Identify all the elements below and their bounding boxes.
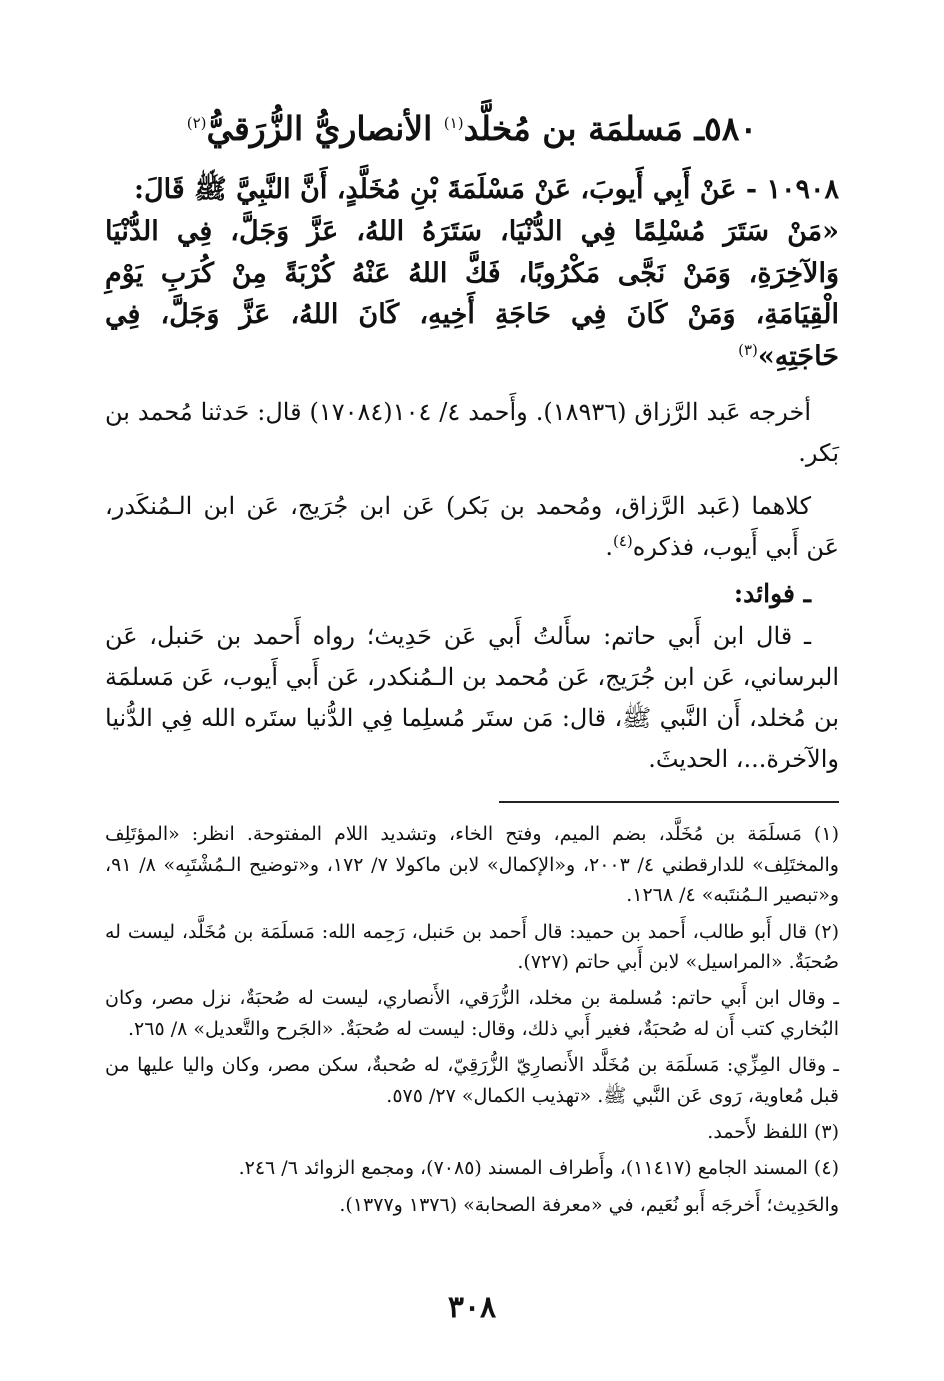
footnote-4-continued: والحَدِيث؛ أَخرجَه أَبو نُعَيم، في «معرفة الصحابة» (١٣٧٦ و١٣٧٧). — [339, 1193, 839, 1216]
footnotes — [105, 819, 839, 1220]
footnote-ref-4: (٤) — [612, 531, 633, 550]
hadith-matn — [105, 211, 839, 378]
footnote-2-continued: ـ وقال ابن أَبي حاتم: مُسلمة بن مخلد، الزُّرَقي، الأَنصاري، ليست له صُحبَةٌ، نزل مصر، وكان البُخاري كتب أَن له صُحبَةٌ، فغير أَبي ذلك، وقال: ليست له صُحبَةٌ. «الجَرح والتَّعديل» ٨/ ٢٦٥. — [105, 987, 839, 1040]
footnote-3: (٣) اللفظ لأَحمد. — [707, 1121, 839, 1143]
page-number: ٣٠٨ — [447, 1290, 497, 1325]
title-main: ٥٨٠ـ مَسلمَة بن مُخلَّد — [463, 109, 758, 148]
footnote-4: (٤) المسند الجامع (١١٤١٧)، وأَطراف المسند (٧٠٨٥)، ومجمع الزوائد ٦/ ٢٤٦. — [238, 1157, 839, 1180]
takhrij-paragraph-1: أخرجه عَبد الرَّزاق (١٨٩٣٦). وأَحمد ٤/ ١٠٤(١٧٠٨٤) قال: حَدثنا مُحمد بن بَكر. — [105, 398, 839, 467]
footnote-separator — [499, 801, 839, 803]
footnote-ref-3: (٣) — [738, 341, 758, 360]
takhrij-text: كلاهما (عَبد الرَّزاق، ومُحمد بن بَكر) عَن ابن جُرَيج، عَن ابن الـمُنكَدر، عَن أَبي أَيوب، فذكره — [105, 491, 839, 561]
hadith-isnad: ١٠٩٠٨ - عَنْ أَبِي أَيوبَ، عَنْ مَسْلَمَةَ بْنِ مُخَلَّدٍ، أَنَّ النَّبِيَّ ﷺ قَالَ: — [133, 173, 839, 205]
footnote-ref-2: (٢) — [186, 114, 207, 132]
footnote-ref-1: (١) — [443, 114, 464, 132]
footnote-2: (٢) قال أَبو طالب، أَحمد بن حميد: قال أَحمد بن حَنبل، رَحِمه الله: مَسلَمَة بن مُخَلَّد، ليست له صُحبَةٌ. «المراسيل» لابن أَبي حاتم (٧٢٧). — [105, 920, 839, 974]
fawaid-heading: ـ فوائد: — [733, 579, 811, 609]
footnote-2-continued-2: ـ وقال المِزِّي: مَسلَمَة بن مُخَلَّد الأَنصارِيّ الزُّرَقِيّ، له صُحبةٌ، سكن مصر، وكان واليا عليها من قبل مُعاوية، رَوى عَن النَّبي ﷺ. «تهذيب الكمال» ٢٧/ ٥٧٥. — [105, 1054, 839, 1107]
title-rest: الأنصاريُّ الزُّرَقيُّ — [206, 109, 444, 148]
footnote-1: (١) مَسلَمَة بن مُخَلَّد، بضم الميم، وفتح الخاء، وتشديد اللام المفتوحة. انظر: «المؤتَلِف والمختَلِف» للدارقطني ٤/ ٢٠٠٣، و«الإكمال» لابن ماكولا ٧/ ١٧٢، و«توضيح الـمُشْتَبِه» ٨/ ٩١، و«تبصير الـمُنتَبه» ٤/ ١٢٦٨. — [105, 823, 839, 907]
takhrij-end: . — [605, 532, 613, 561]
takhrij-paragraph-2 — [105, 486, 839, 568]
hadith-text: «مَنْ سَتَرَ مُسْلِمًا فِي الدُّنْيَا، سَتَرَهُ اللهُ، عَزَّ وَجَلَّ، فِي الدُّنْيَا وَالآخِرَةِ، وَمَنْ نَجَّى مَكْرُوبًا، فَكَّ اللهُ عَنْهُ كُرْبَةً مِنْ كُرَبِ يَوْمِ الْقِيَامَةِ، وَمَنْ كَانَ فِي حَاجَةِ أَخِيهِ، كَانَ اللهُ، عَزَّ وَجَلَّ، فِي حَاجَتِهِ» — [105, 215, 839, 373]
chapter-title — [105, 108, 839, 151]
fawaid-paragraph: ـ قال ابن أَبي حاتم: سأَلتُ أَبي عَن حَدِيث؛ رواه أَحمد بن حَنبل، عَن البرساني، عَن ابن جُرَيج، عَن مُحمد بن الـمُنكدر، عَن أَبي أَيوب، عَن مَسلمَة بن مُخلد، أَن النَّبي ﷺ، قال: مَن ستَر مُسلِما فِي الدُّنيا ستَره الله فِي الدُّنيا والآخرة...، الحديثَ. — [105, 622, 839, 773]
